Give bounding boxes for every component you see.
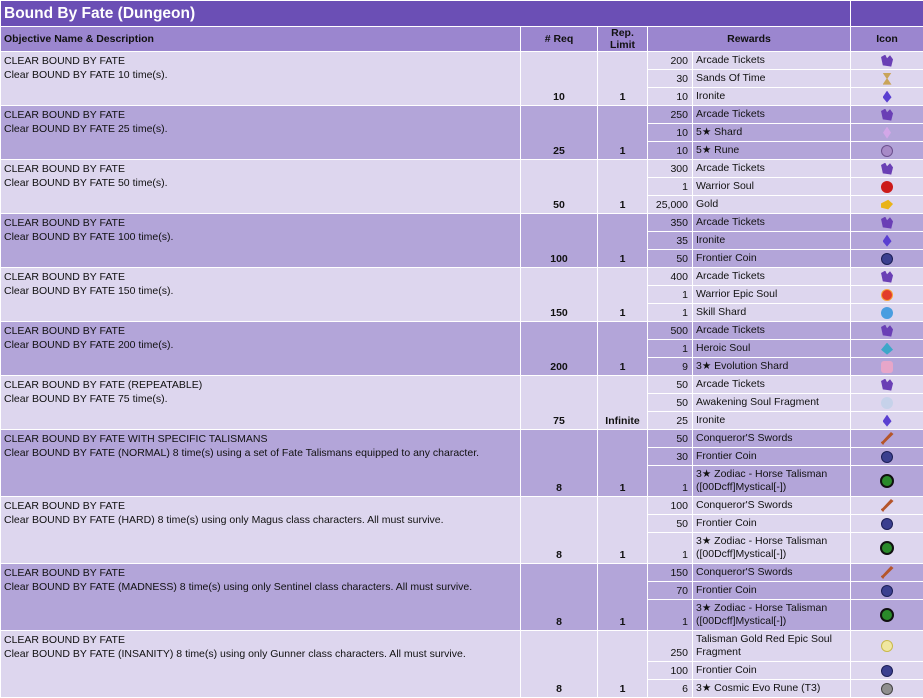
reward-name: Warrior Epic Soul (693, 286, 851, 304)
arcade-ticket-icon (881, 109, 893, 121)
reward-icon-cell (851, 322, 923, 340)
frontier-coin-icon (881, 585, 893, 597)
reward-icon-cell (851, 466, 923, 497)
reward-icon-cell (851, 70, 923, 88)
reward-name: Frontier Coin (693, 582, 851, 600)
reward-amount: 100 (648, 662, 693, 680)
page-title: Bound By Fate (Dungeon) (1, 1, 851, 27)
objective-name: CLEAR BOUND BY FATE (REPEATABLE) (4, 378, 517, 392)
required-count: 8 (521, 564, 598, 631)
frontier-coin-icon (881, 665, 893, 677)
reward-icon-cell (851, 232, 923, 250)
repeat-limit: 1 (598, 564, 648, 631)
objective-cell (1, 106, 521, 160)
repeat-limit: 1 (598, 631, 648, 698)
header-row (1, 27, 923, 52)
repeat-limit: 1 (598, 268, 648, 322)
reward-icon-cell (851, 304, 923, 322)
reward-row (1, 52, 923, 70)
objective-cell (1, 430, 521, 497)
header-rep-limit: Rep. Limit (598, 27, 648, 52)
evolution-shard-icon (881, 361, 893, 373)
reward-amount: 1 (648, 340, 693, 358)
reward-amount: 1 (648, 178, 693, 196)
reward-amount: 9 (648, 358, 693, 376)
reward-icon-cell (851, 52, 923, 70)
required-count: 75 (521, 376, 598, 430)
frontier-coin-icon (881, 518, 893, 530)
reward-icon-cell (851, 214, 923, 232)
reward-icon-cell (851, 515, 923, 533)
reward-amount: 200 (648, 52, 693, 70)
objective-cell (1, 52, 521, 106)
reward-name: Skill Shard (693, 304, 851, 322)
reward-name: Frontier Coin (693, 448, 851, 466)
objective-name: CLEAR BOUND BY FATE WITH SPECIFIC TALISMANS (4, 432, 517, 446)
reward-icon-cell (851, 358, 923, 376)
hourglass-icon (883, 73, 892, 85)
reward-icon-cell (851, 160, 923, 178)
reward-name: Arcade Tickets (693, 268, 851, 286)
header-req: # Req (521, 27, 598, 52)
reward-icon-cell (851, 340, 923, 358)
reward-name: Conqueror'S Swords (693, 497, 851, 515)
reward-name: 5★ Shard (693, 124, 851, 142)
reward-amount: 10 (648, 142, 693, 160)
objective-description: Clear BOUND BY FATE (HARD) 8 time(s) using only Magus class characters. All must survive. (4, 513, 517, 527)
objective-description: Clear BOUND BY FATE 50 time(s). (4, 176, 517, 190)
reward-icon-cell (851, 600, 923, 631)
reward-icon-cell (851, 268, 923, 286)
reward-name: Arcade Tickets (693, 322, 851, 340)
header-objective: Objective Name & Description (1, 27, 521, 52)
objective-cell (1, 564, 521, 631)
talisman-icon (880, 608, 894, 622)
reward-name: Heroic Soul (693, 340, 851, 358)
title-spacer (851, 1, 923, 27)
ironite-crystal-icon (883, 235, 892, 247)
objective-name: CLEAR BOUND BY FATE (4, 162, 517, 176)
reward-icon-cell (851, 680, 923, 698)
reward-name: Arcade Tickets (693, 52, 851, 70)
objective-name: CLEAR BOUND BY FATE (4, 499, 517, 513)
reward-amount: 1 (648, 466, 693, 497)
reward-name: Arcade Tickets (693, 214, 851, 232)
reward-icon-cell (851, 497, 923, 515)
objective-name: CLEAR BOUND BY FATE (4, 566, 517, 580)
repeat-limit: 1 (598, 214, 648, 268)
reward-amount: 100 (648, 497, 693, 515)
reward-icon-cell (851, 412, 923, 430)
objective-name: CLEAR BOUND BY FATE (4, 216, 517, 230)
reward-amount: 50 (648, 394, 693, 412)
reward-amount: 30 (648, 448, 693, 466)
reward-amount: 30 (648, 70, 693, 88)
reward-row (1, 268, 923, 286)
objective-description: Clear BOUND BY FATE (NORMAL) 8 time(s) using a set of Fate Talismans equipped to any character. (4, 446, 517, 460)
ironite-crystal-icon (883, 415, 892, 427)
reward-amount: 300 (648, 160, 693, 178)
objective-description: Clear BOUND BY FATE 150 time(s). (4, 284, 517, 298)
arcade-ticket-icon (881, 55, 893, 67)
reward-row (1, 160, 923, 178)
reward-icon-cell (851, 250, 923, 268)
arcade-ticket-icon (881, 163, 893, 175)
reward-name: 3★ Evolution Shard (693, 358, 851, 376)
objective-description: Clear BOUND BY FATE 100 time(s). (4, 230, 517, 244)
reward-icon-cell (851, 142, 923, 160)
reward-name: 3★ Zodiac - Horse Talisman ([00Dcff]Mystical[-]) (693, 600, 851, 631)
reward-icon-cell (851, 124, 923, 142)
reward-name: Frontier Coin (693, 515, 851, 533)
reward-name: 3★ Zodiac - Horse Talisman ([00Dcff]Mystical[-]) (693, 533, 851, 564)
reward-name: Ironite (693, 232, 851, 250)
reward-name: Conqueror'S Swords (693, 564, 851, 582)
reward-amount: 1 (648, 286, 693, 304)
required-count: 150 (521, 268, 598, 322)
reward-name: Arcade Tickets (693, 160, 851, 178)
repeat-limit: 1 (598, 497, 648, 564)
repeat-limit: 1 (598, 160, 648, 214)
reward-amount: 35 (648, 232, 693, 250)
reward-icon-cell (851, 106, 923, 124)
header-icon: Icon (851, 27, 923, 52)
cosmic-rune-icon (881, 683, 893, 695)
reward-name: 3★ Zodiac - Horse Talisman ([00Dcff]Mystical[-]) (693, 466, 851, 497)
reward-name: Arcade Tickets (693, 106, 851, 124)
objective-name: CLEAR BOUND BY FATE (4, 324, 517, 338)
reward-name: Ironite (693, 88, 851, 106)
objective-cell (1, 214, 521, 268)
objective-name: CLEAR BOUND BY FATE (4, 270, 517, 284)
sword-icon (881, 566, 894, 579)
reward-row (1, 322, 923, 340)
reward-row (1, 564, 923, 582)
reward-name: Awakening Soul Fragment (693, 394, 851, 412)
reward-icon-cell (851, 430, 923, 448)
repeat-limit: Infinite (598, 376, 648, 430)
reward-icon-cell (851, 196, 923, 214)
warrior-soul-icon (881, 181, 893, 193)
gold-epic-soul-icon (881, 640, 893, 652)
title-row (1, 1, 923, 27)
frontier-coin-icon (881, 253, 893, 265)
reward-amount: 50 (648, 250, 693, 268)
reward-icon-cell (851, 286, 923, 304)
repeat-limit: 1 (598, 106, 648, 160)
heroic-soul-icon (881, 343, 893, 355)
reward-name: 3★ Cosmic Evo Rune (T3) (693, 680, 851, 698)
repeat-limit: 1 (598, 430, 648, 497)
reward-row (1, 430, 923, 448)
reward-icon-cell (851, 631, 923, 662)
required-count: 8 (521, 497, 598, 564)
reward-icon-cell (851, 376, 923, 394)
reward-icon-cell (851, 533, 923, 564)
reward-name: Talisman Gold Red Epic Soul Fragment (693, 631, 851, 662)
reward-name: Sands Of Time (693, 70, 851, 88)
reward-icon-cell (851, 448, 923, 466)
objective-name: CLEAR BOUND BY FATE (4, 54, 517, 68)
reward-amount: 1 (648, 600, 693, 631)
objective-cell (1, 376, 521, 430)
reward-amount: 250 (648, 631, 693, 662)
reward-amount: 1 (648, 533, 693, 564)
repeat-limit: 1 (598, 52, 648, 106)
reward-row (1, 497, 923, 515)
reward-icon-cell (851, 582, 923, 600)
reward-amount: 50 (648, 515, 693, 533)
talisman-icon (880, 474, 894, 488)
warrior-epic-soul-icon (882, 290, 892, 300)
reward-amount: 10 (648, 124, 693, 142)
reward-amount: 25 (648, 412, 693, 430)
sword-icon (881, 432, 894, 445)
skill-shard-icon (881, 307, 893, 319)
arcade-ticket-icon (881, 325, 893, 337)
objective-name: CLEAR BOUND BY FATE (4, 108, 517, 122)
required-count: 8 (521, 631, 598, 698)
required-count: 8 (521, 430, 598, 497)
reward-icon-cell (851, 564, 923, 582)
sword-icon (881, 499, 894, 512)
reward-icon-cell (851, 394, 923, 412)
reward-name: Frontier Coin (693, 662, 851, 680)
reward-name: Gold (693, 196, 851, 214)
objective-description: Clear BOUND BY FATE 10 time(s). (4, 68, 517, 82)
objective-cell (1, 268, 521, 322)
arcade-ticket-icon (881, 271, 893, 283)
gold-icon (881, 199, 893, 211)
reward-name: Frontier Coin (693, 250, 851, 268)
objective-description: Clear BOUND BY FATE (MADNESS) 8 time(s) using only Sentinel class characters. All must survive. (4, 580, 517, 594)
required-count: 200 (521, 322, 598, 376)
reward-amount: 50 (648, 376, 693, 394)
reward-name: Arcade Tickets (693, 376, 851, 394)
reward-icon-cell (851, 88, 923, 106)
reward-name: 5★ Rune (693, 142, 851, 160)
reward-icon-cell (851, 662, 923, 680)
reward-amount: 350 (648, 214, 693, 232)
objective-cell (1, 631, 521, 698)
objective-name: CLEAR BOUND BY FATE (4, 633, 517, 647)
reward-amount: 6 (648, 680, 693, 698)
header-rewards: Rewards (648, 27, 851, 52)
frontier-coin-icon (881, 451, 893, 463)
objective-description: Clear BOUND BY FATE 200 time(s). (4, 338, 517, 352)
objective-cell (1, 497, 521, 564)
reward-amount: 10 (648, 88, 693, 106)
reward-name: Conqueror'S Swords (693, 430, 851, 448)
reward-amount: 150 (648, 564, 693, 582)
shard-icon (883, 127, 891, 139)
reward-name: Ironite (693, 412, 851, 430)
required-count: 25 (521, 106, 598, 160)
awakening-soul-icon (881, 397, 893, 409)
objective-description: Clear BOUND BY FATE (INSANITY) 8 time(s) using only Gunner class characters. All must survive. (4, 647, 517, 661)
reward-amount: 1 (648, 304, 693, 322)
rune-icon (881, 145, 893, 157)
talisman-icon (880, 541, 894, 555)
reward-row (1, 106, 923, 124)
reward-amount: 250 (648, 106, 693, 124)
reward-amount: 500 (648, 322, 693, 340)
required-count: 50 (521, 160, 598, 214)
objective-cell (1, 160, 521, 214)
reward-icon-cell (851, 178, 923, 196)
reward-row (1, 631, 923, 662)
objective-cell (1, 322, 521, 376)
repeat-limit: 1 (598, 322, 648, 376)
reward-amount: 70 (648, 582, 693, 600)
objective-description: Clear BOUND BY FATE 25 time(s). (4, 122, 517, 136)
reward-row (1, 376, 923, 394)
required-count: 100 (521, 214, 598, 268)
reward-amount: 50 (648, 430, 693, 448)
reward-name: Warrior Soul (693, 178, 851, 196)
reward-amount: 25,000 (648, 196, 693, 214)
reward-amount: 400 (648, 268, 693, 286)
reward-row (1, 214, 923, 232)
arcade-ticket-icon (881, 217, 893, 229)
objective-description: Clear BOUND BY FATE 75 time(s). (4, 392, 517, 406)
arcade-ticket-icon (881, 379, 893, 391)
required-count: 10 (521, 52, 598, 106)
ironite-crystal-icon (883, 91, 892, 103)
